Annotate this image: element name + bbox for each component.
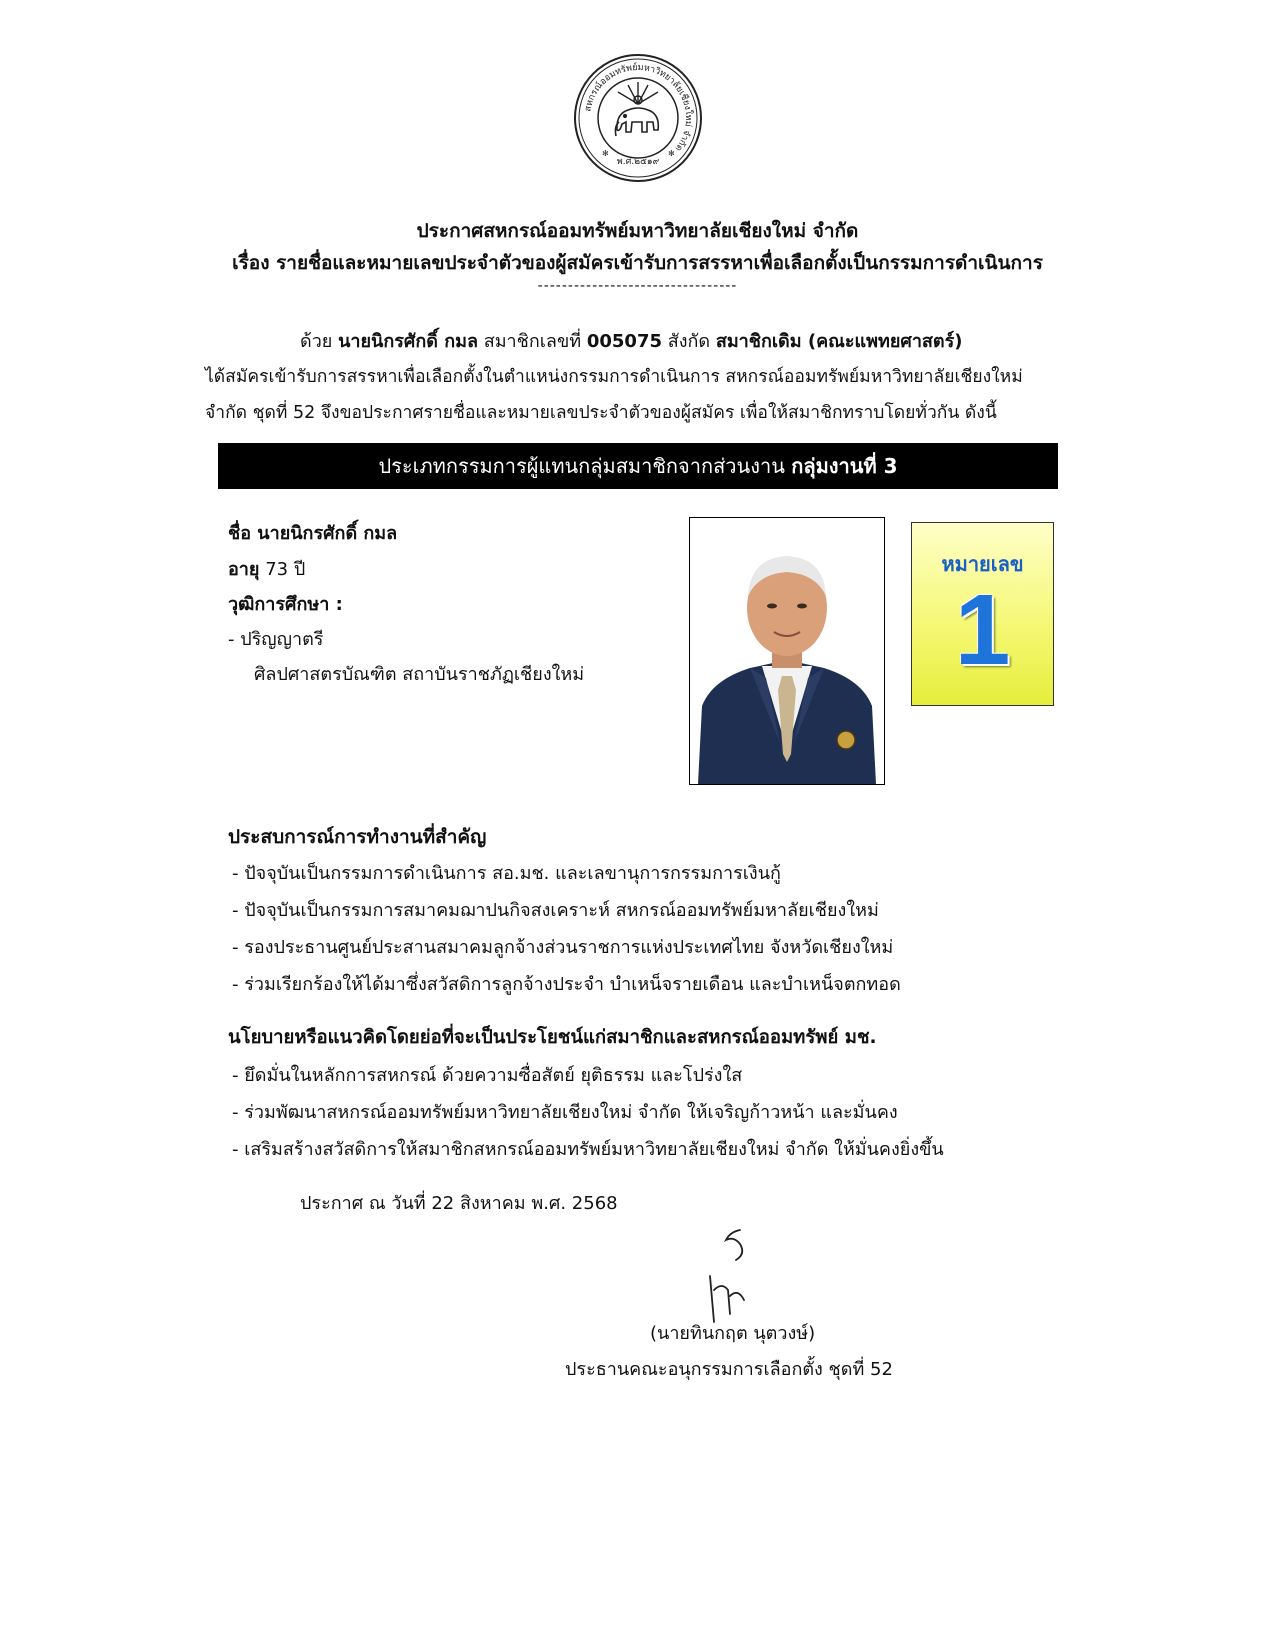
intro-affil-label: สังกัด	[662, 331, 716, 352]
list-item: - เสริมสร้างสวัสดิการให้สมาชิกสหกรณ์ออมทรัพย์มหาวิทยาลัยเชียงใหม่ จำกัด ให้มั่นคงยิ่งขึ้น	[232, 1139, 944, 1160]
category-label: ประเภทกรรมการผู้แทนกลุ่มสมาชิกจากส่วนงาน	[378, 454, 792, 478]
candidate-age	[228, 554, 305, 583]
list-item: - ร่วมเรียกร้องให้ได้มาซึ่งสวัสดิการลูกจ้างประจำ บำเหน็จรายเดือน และบำเหน็จตกทอด	[232, 974, 901, 995]
intro-affiliation: สมาชิกเดิม (คณะแพทยศาสตร์)	[715, 331, 963, 352]
candidate-name: ชื่อ นายนิกรศักดิ์ กมล	[228, 523, 398, 544]
seal-year: พ.ศ.๒๕๑๙	[616, 157, 660, 167]
list-item: - ยึดมั่นในหลักการสหกรณ์ ด้วยความซื่อสัตย์ ยุติธรรม และโปร่งใส	[232, 1065, 743, 1086]
intro-member-no: 005075	[586, 331, 663, 352]
education-heading: วุฒิการศึกษา :	[228, 594, 343, 615]
seal-star-left: ✻	[602, 149, 609, 158]
divider: ---------------------------------	[537, 278, 738, 294]
signature	[700, 1226, 780, 1326]
intro-candidate-name: นายนิกรศักดิ์ กมล	[338, 331, 478, 352]
intro-prefix: ด้วย	[300, 331, 339, 352]
candidate-photo	[689, 517, 885, 785]
candidate-number-box	[911, 522, 1054, 706]
list-item: - ปัจจุบันเป็นกรรมการดำเนินการ สอ.มช. และเลขานุการกรรมการเงินกู้	[232, 863, 781, 884]
experience-heading: ประสบการณ์การทำงานที่สำคัญ	[228, 826, 487, 848]
intro-member-label: สมาชิกเลขที่	[477, 331, 587, 352]
intro-line-2: ได้สมัครเข้ารับการสรรหาเพื่อเลือกตั้งในตำแหน่งกรรมการดำเนินการ สหกรณ์ออมทรัพย์มหาวิทยาลัยเชียงใหม่	[205, 367, 1023, 387]
policy-heading: นโยบายหรือแนวคิดโดยย่อที่จะเป็นประโยชน์แก่สมาชิกและสหกรณ์ออมทรัพย์ มช.	[228, 1027, 877, 1048]
page-subject: เรื่อง รายชื่อและหมายเลขประจำตัวของผู้สมัครเข้ารับการสรรหาเพื่อเลือกตั้งเป็นกรรมการดำเนินการ	[232, 252, 1043, 274]
category-group: กลุ่มงานที่ 3	[791, 454, 898, 478]
intro-line-3: จำกัด ชุดที่ 52 จึงขอประกาศรายชื่อและหมายเลขประจำตัวของผู้สมัคร เพื่อให้สมาชิกทราบโดยทั่วกัน ดังนี้	[205, 403, 997, 423]
candidate-age-label: อายุ	[228, 559, 260, 580]
list-item: - ร่วมพัฒนาสหกรณ์ออมทรัพย์มหาวิทยาลัยเชียงใหม่ จำกัด ให้เจริญก้าวหน้า และมั่นคง	[232, 1102, 898, 1123]
signer-title: ประธานคณะอนุกรรมการเลือกตั้ง ชุดที่ 52	[565, 1359, 893, 1380]
number-label: หมายเลข	[941, 552, 1024, 576]
candidate-number: 1	[954, 574, 1011, 686]
education-detail: ศิลปศาสตรบัณฑิต สถาบันราชภัฏเชียงใหม่	[254, 664, 585, 685]
seal-ring-text: สหกรณ์ออมทรัพย์มหาวิทยาลัยเชียงใหม่ จำกัด	[583, 62, 694, 153]
signer-name: (นายทินกฤต นุตวงษ์)	[650, 1323, 816, 1344]
cooperative-seal	[572, 52, 704, 184]
list-item: - รองประธานศูนย์ประสานสมาคมลูกจ้างส่วนราชการแห่งประเทศไทย จังหวัดเชียงใหม่	[232, 937, 894, 958]
page-title: ประกาศสหกรณ์ออมทรัพย์มหาวิทยาลัยเชียงใหม่ จำกัด	[416, 220, 859, 242]
list-item: - ปัจจุบันเป็นกรรมการสมาคมฌาปนกิจสงเคราะห์ สหกรณ์ออมทรัพย์มหาลัยเชียงใหม่	[232, 900, 879, 921]
education-level: - ปริญญาตรี	[228, 629, 324, 650]
intro-line-1	[300, 326, 963, 355]
seal-star-right: ✻	[668, 149, 675, 158]
category-bar	[218, 443, 1058, 489]
elephant-icon	[615, 108, 658, 136]
announcement-date: ประกาศ ณ วันที่ 22 สิงหาคม พ.ศ. 2568	[300, 1193, 618, 1214]
candidate-age-value: 73 ปี	[259, 559, 306, 580]
